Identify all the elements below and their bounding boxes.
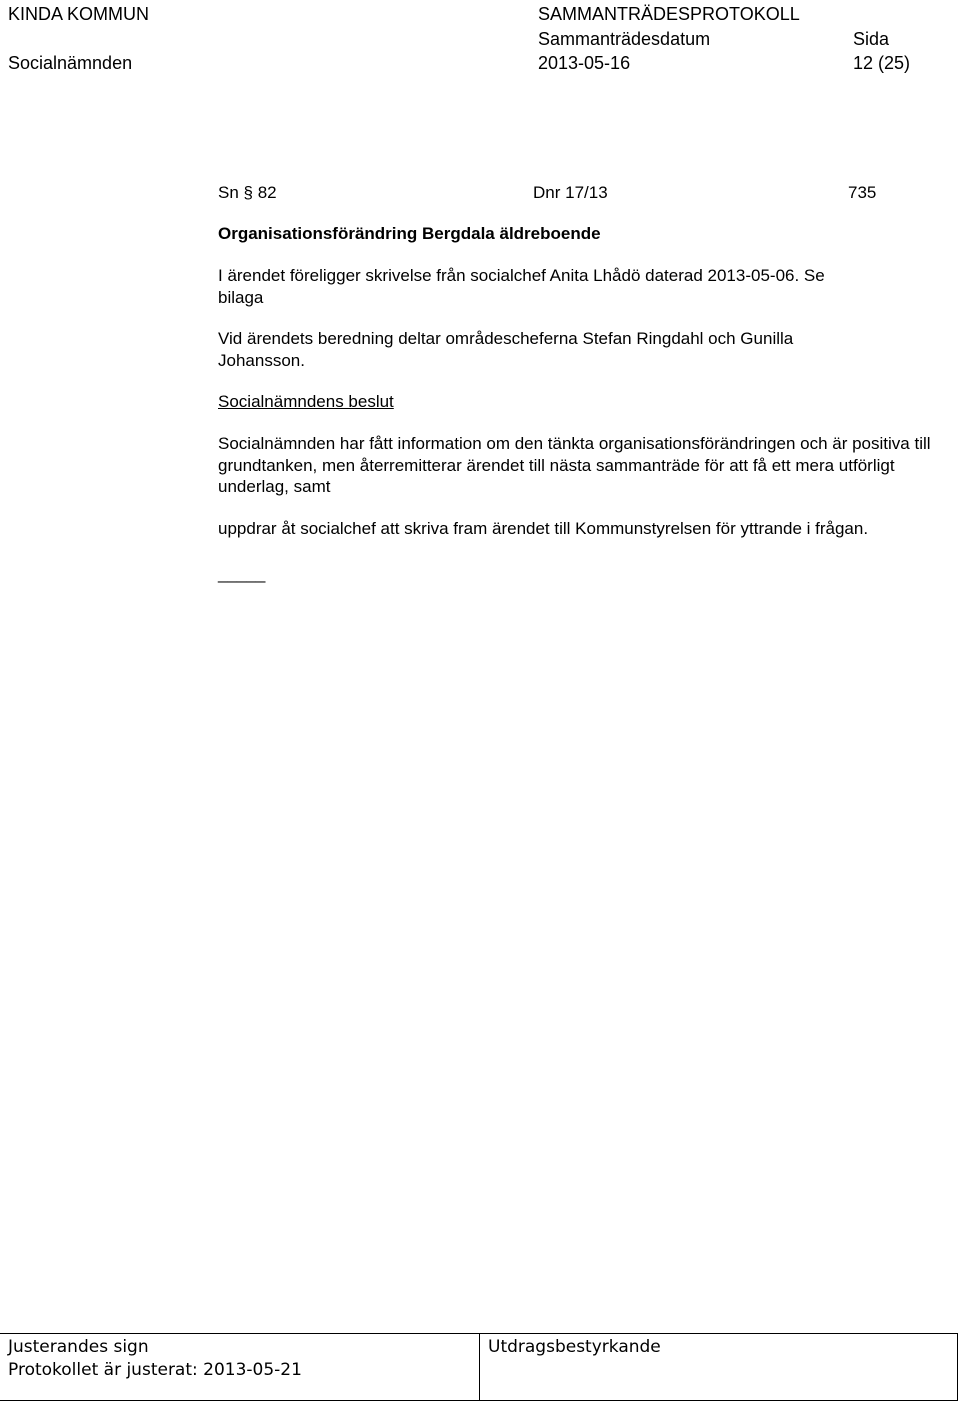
footer-right-border <box>957 1334 958 1400</box>
decision-heading: Socialnämndens beslut <box>218 392 394 411</box>
footer-left-cell <box>0 1334 480 1400</box>
page-number: 12 (25) <box>853 53 911 73</box>
paragraph-background: I ärendet föreligger skrivelse från socialchef Anita Lhådö daterad 2013-05-06. Se bilaga <box>218 266 825 307</box>
item-title: Organisationsförändring Bergdala äldreboende <box>218 224 601 243</box>
section-number: Sn § 82 <box>218 183 277 202</box>
date-label: Sammanträdesdatum <box>538 29 711 49</box>
separator-line: _____ <box>218 564 266 583</box>
meeting-date: 2013-05-16 <box>538 53 631 73</box>
excerpt-label: Utdragsbestyrkande <box>488 1337 661 1357</box>
decision-text: Socialnämnden har fått information om den tänkta organisationsförändringen och är positiva till grundtanken, men återremitterar ärendet till nästa sammanträde för att få ett mera utförligt underlag, samt <box>218 434 931 496</box>
diary-number: Dnr 17/13 <box>533 183 608 202</box>
protocol-title: SAMMANTRÄDESPROTOKOLL <box>538 4 800 24</box>
committee-name: Socialnämnden <box>8 53 133 73</box>
decision-text-2: uppdrar åt socialchef att skriva fram ärendet till Kommunstyrelsen för yttrande i frågan. <box>218 519 869 538</box>
item-number: 735 <box>848 183 877 202</box>
org-name: KINDA KOMMUN <box>8 4 150 24</box>
paragraph-preparation: Vid ärendets beredning deltar områdescheferna Stefan Ringdahl och Gunilla Johansson. <box>218 329 794 370</box>
page-label: Sida <box>853 29 890 49</box>
sign-label: Justerandes sign <box>8 1337 149 1357</box>
justified-date: Protokollet är justerat: 2013-05-21 <box>8 1360 302 1380</box>
footer-box <box>0 1333 958 1401</box>
